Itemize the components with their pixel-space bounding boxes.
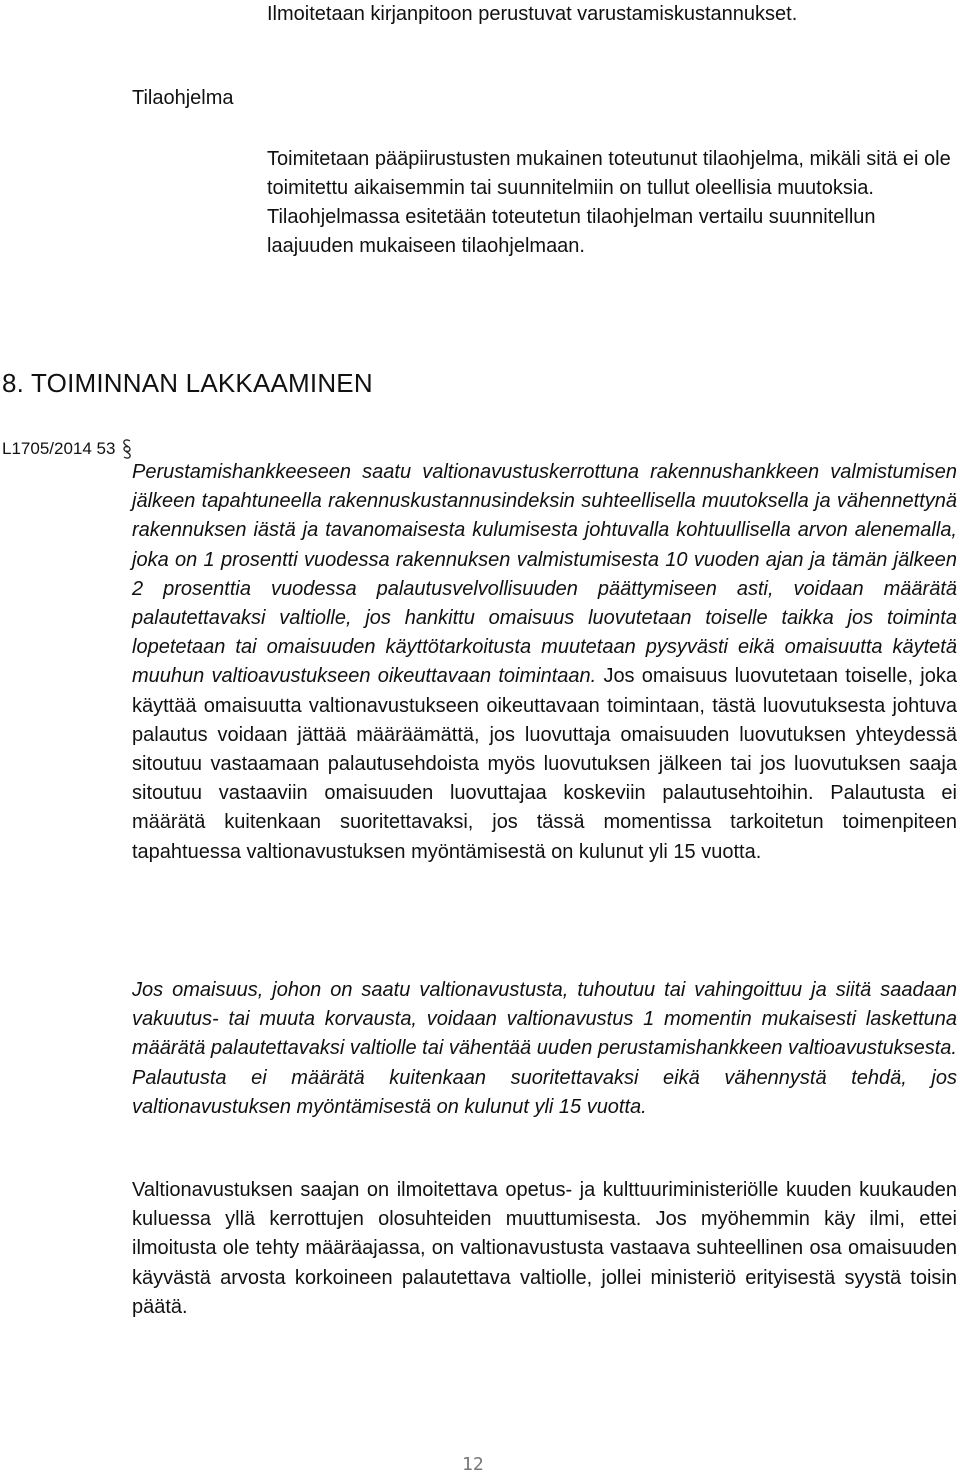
section-heading: 8. TOIMINNAN LAKKAAMINEN [2, 367, 373, 398]
paragraph-1-italic: Perustamishankkeeseen saatu valtionavustuskerrottuna rakennushankkeen valmistumisen jälkeen tapahtuneella rakennuskustannusindeksin suhteellisella muutoksella ja vähennettynä rakennuksen iästä ja tavanomaisesta kulumisesta johtuvalla kohtuullisella arvon alenemalla, joka on 1 prosentti vuodessa rakennuksen valmistumisesta 10 vuoden ajan ja tämän jälkeen 2 prosenttia vuodessa palautusvelvollisuuden päättymiseen asti, voidaan määrätä palautettavaksi valtiolle, jos hankittu omaisuus luovutetaan toiselle taikka jos toiminta lopetetaan tai omaisuuden käyttötarkoitusta muutetaan pysyvästi eikä omaisuutta käytetä muuhun valtioavustukseen oikeuttavaan toimintaan. [132, 461, 957, 688]
paragraph-1 [132, 458, 957, 867]
paragraph-2: Jos omaisuus, johon on saatu valtionavustusta, tuhoutuu tai vahingoittuu ja siitä saadaan vakuutus- tai muuta korvausta, voidaan valtionavustus 1 momentin mukaisesti laskettuna määrätä palautettavaksi valtiolle tai vähentää uuden perustamishankkeen valtioavustuksesta. Palautusta ei määrätä kuitenkaan suoritettavaksi eikä vähennystä tehdä, jos valtionavustuksen myöntämisestä on kulunut yli 15 vuotta. [132, 979, 957, 1118]
intro-line: Ilmoitetaan kirjanpitoon perustuvat varustamiskustannukset. [267, 3, 798, 25]
subheading-tilaohjelma: Tilaohjelma [132, 87, 234, 109]
paragraph-3: Valtionavustuksen saajan on ilmoitettava opetus- ja kulttuuriministeriölle kuuden kuukauden kuluessa yllä kerrottujen olosuhteiden muuttumisesta. Jos myöhemmin käy ilmi, ettei ilmoitusta ole tehty määräajassa, on valtionavustusta vastaava suhteellinen osa omaisuuden käyvästä arvosta korkoineen palautettava valtiolle, jollei ministeriö erityisestä syystä toisin päätä. [132, 1179, 957, 1318]
law-reference [2, 438, 133, 460]
law-reference-text: L1705/2014 53 [2, 439, 116, 458]
page-number: 12 [462, 1454, 484, 1475]
section-symbol-icon [121, 438, 133, 460]
tilaohjelma-paragraph: Toimitetaan pääpiirustusten mukainen toteutunut tilaohjelma, mikäli sitä ei ole toimitettu aikaisemmin tai suunnitelmiin on tullut oleellisia muutoksia. Tilaohjelmassa esitetään toteutetun tilaohjelman vertailu suunnitellun laajuuden mukaiseen tilaohjelmaan. [267, 148, 951, 257]
paragraph-1-upright: Jos omaisuus luovutetaan toiselle, joka käyttää omaisuutta valtionavustukseen oikeuttavaan toimintaan, tästä luovutuksesta johtuva palautus voidaan jättää määräämättä, jos luovuttaja omaisuuden luovutuksen yhteydessä sitoutuu vastaamaan palautusehdoista myös luovutuksen jälkeen tai jos luovutuksen saaja sitoutuu vastaaviin omaisuuden luovuttajaa koskeviin palautusehtoihin. Palautusta ei määrätä kuitenkaan suoritettavaksi, jos tässä momentissa tarkoitetun toimenpiteen tapahtuessa valtionavustuksen myöntämisestä on kulunut yli 15 vuotta. [132, 665, 957, 863]
